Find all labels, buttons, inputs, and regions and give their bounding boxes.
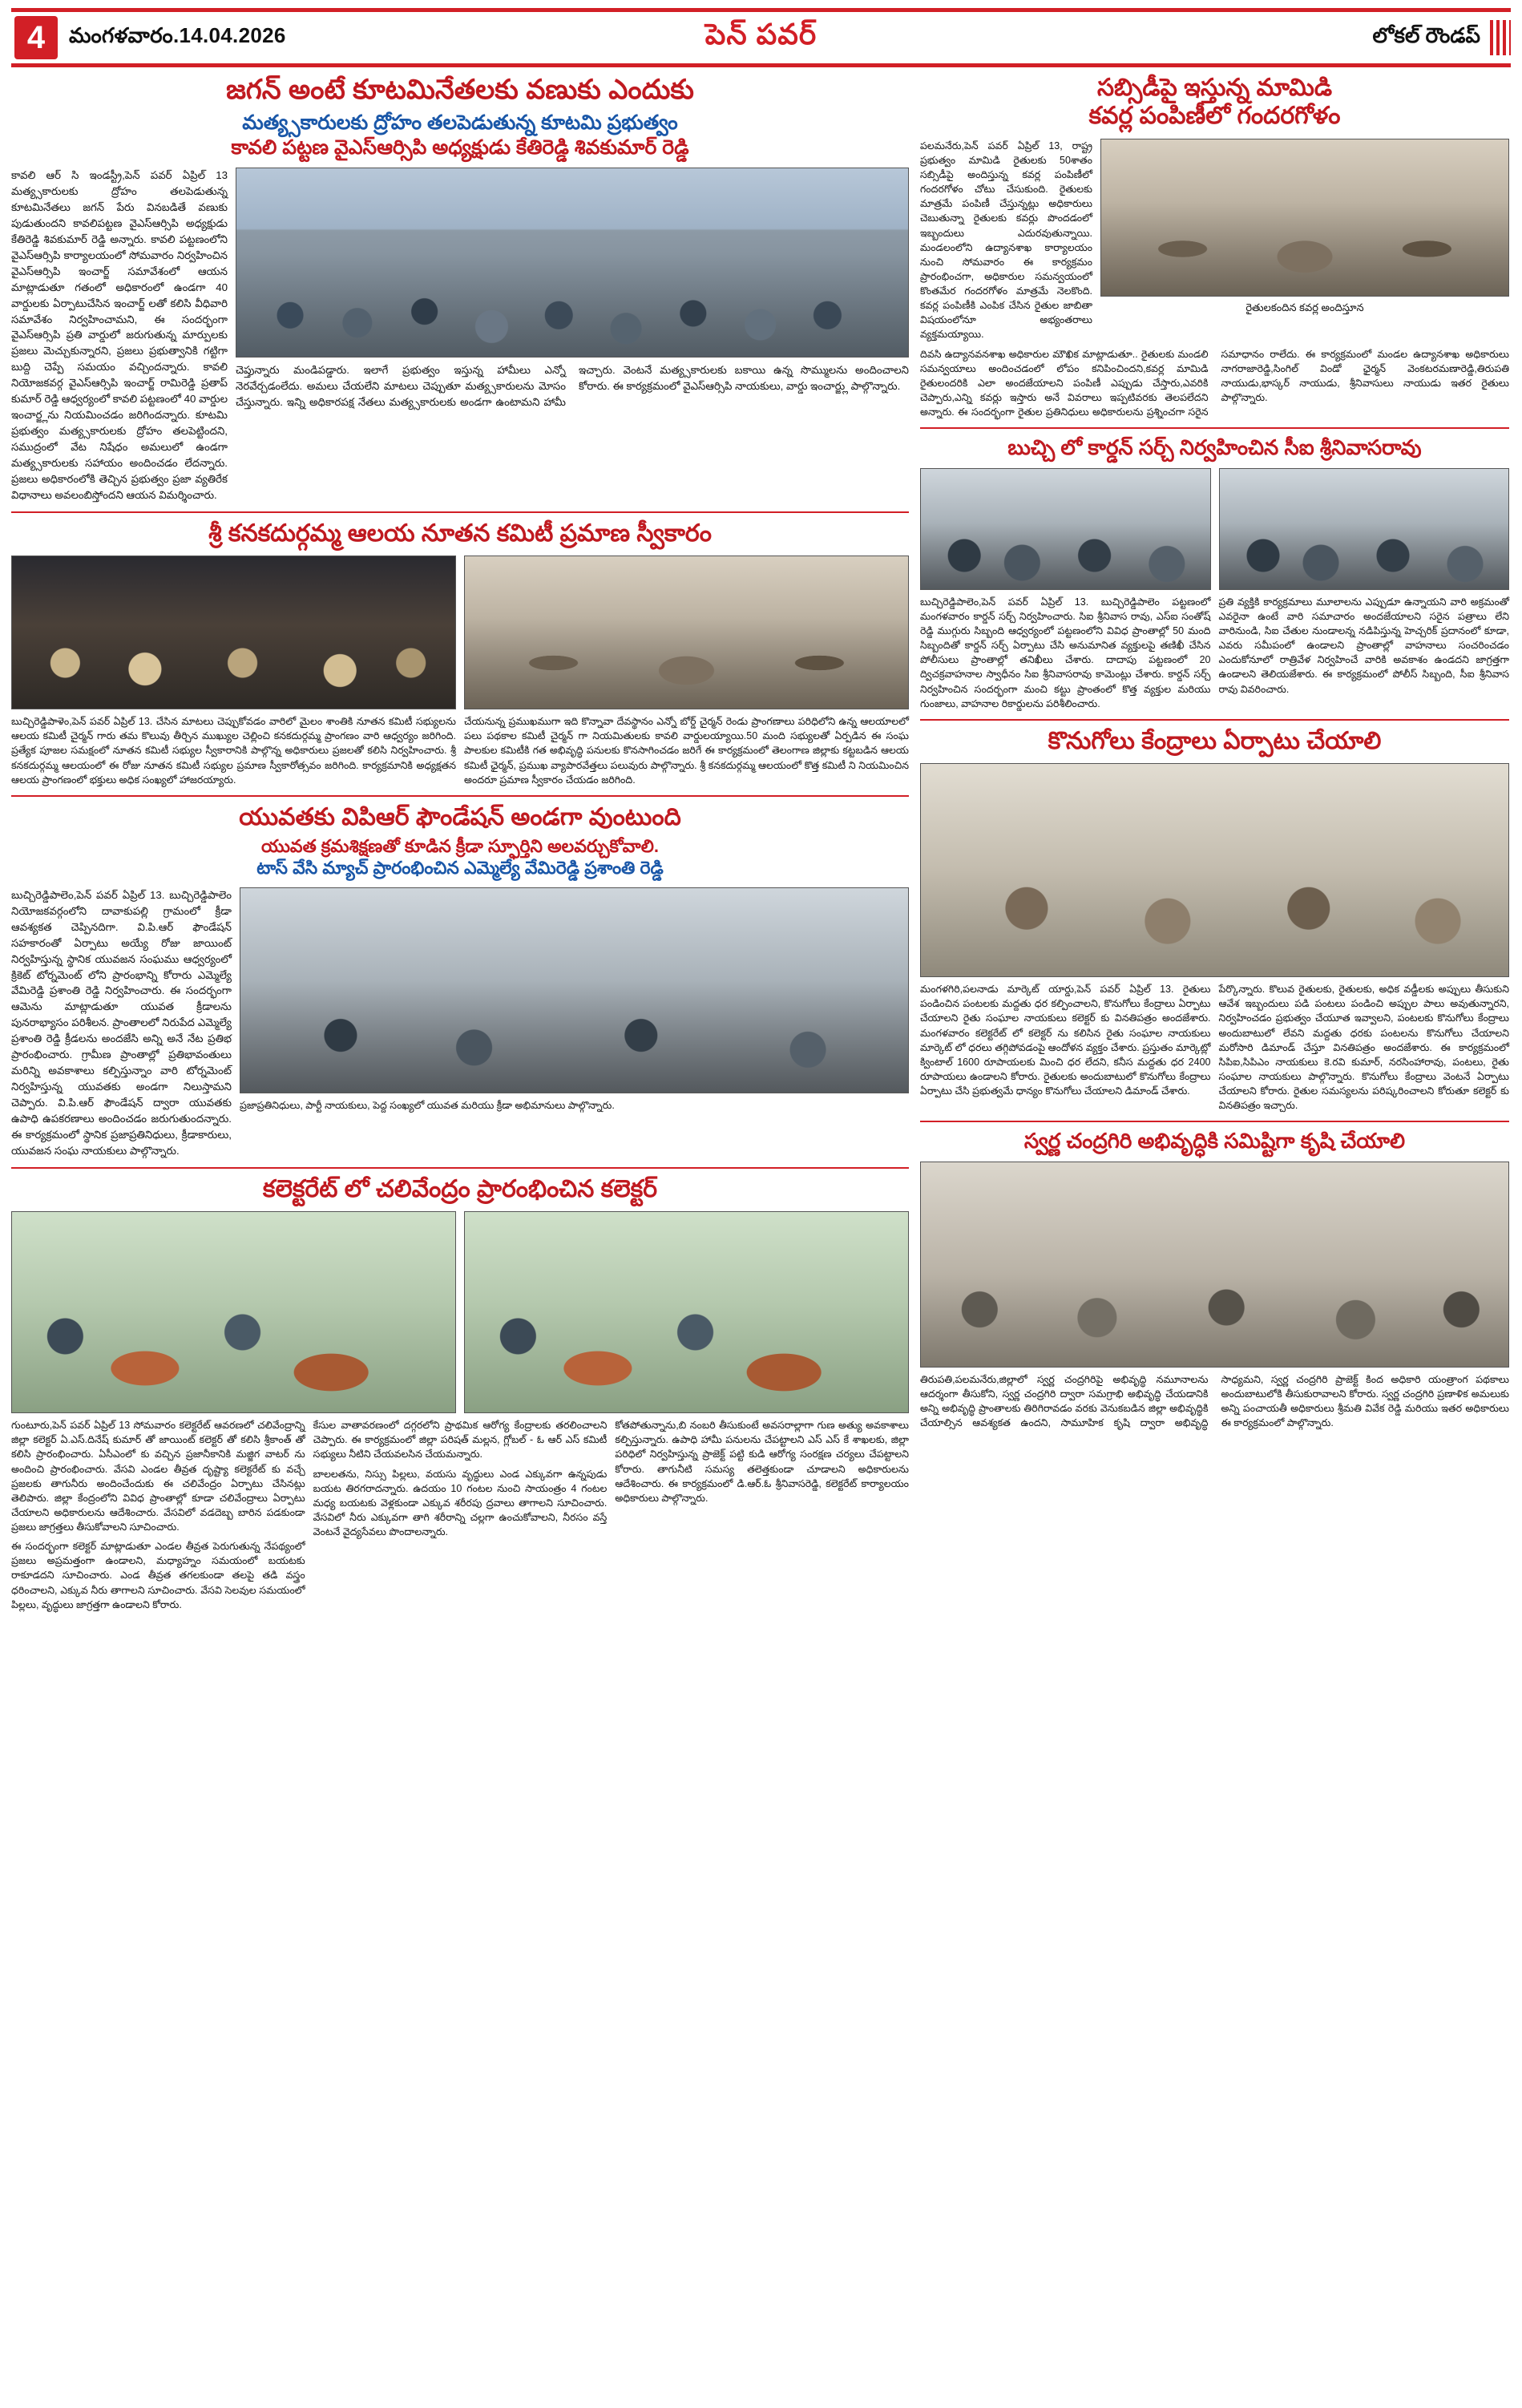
section-title: లోకల్ రౌండప్ [1372, 22, 1481, 47]
article-jagan-headline: జగన్ అంటే కూటమినేతలకు వణుకు ఎందుకు [226, 75, 694, 105]
article-temple-photo-1 [11, 556, 456, 709]
article-vpr-sub1: యువత క్రమశిక్షణతో కూడిన క్రీడా స్ఫూర్తిని అలవర్చుకోవాలి. [261, 836, 659, 857]
article-chalivendram-headline: కలెక్టరేట్ లో చలివేంద్రం ప్రారంభించిన కలెక్టర్ [262, 1175, 658, 1202]
divider [11, 795, 909, 797]
article-cordon-photo-1 [920, 468, 1211, 590]
article-mango-photo [1100, 139, 1509, 297]
decorative-stripe [1490, 20, 1511, 55]
article-health-body3: కోతపోతున్నాను,బి నంబరి తీసుకుంటే అవసరాల్లాగా గుణ అత్యు అవకాశాలు కల్పిస్తున్నారు. ఉపాధి హామీ పనులను చేపట్టాలని ఎస్ ఎస్ కే శాఖలకు, జిల్లా పరిధిలో నిర్వహిస్తున్న ప్రాజెక్ట్ పట్టి కుడి ఆరోగ్య సంరక్షణ చర్యలు చేపట్టాలని కోరారు. తాగునీటి సమస్య తలెత్తకుండా చూడాలని అధికారులను ఆదేశించారు. ఈ కార్యక్రమంలో డి.ఆర్.ఓ శ్రీనివాసరెడ్డి, కలెక్టరేట్ కార్యాలయం అధికారులు పాల్గొన్నారు. [615, 1420, 910, 1504]
article-chalivendram-body1: గుంటూరు,పెన్ పవర్ ఏప్రిల్ 13 సోమవారం కలెక్టరేట్ ఆవరణలో చలివేంద్రాన్ని జిల్లా కలెక్టర్ ఏ.ఎస్.దినేష్ కుమార్ తో జాయింట్ కలెక్టర్ తో కలిసి శ్రీకాంత్ తో కలిసి ప్రారంభించారు. ఏసీఎంలో కు వచ్చిన ప్రజానీకానికి మజ్జిగ వాటర్ ను అందించి ప్రారంభించారు. వేసవి ఎండల తీవ్రత దృష్ట్యా కలెక్టరేట్ కు వచ్చే ప్రజలకు తాగునీరు అందించేందుకు ఈ చలివేంద్రం ఏర్పాటు చేసినట్లు తెలిపారు. జిల్లా కేంద్రంలోని వివిధ ప్రాంతాల్లో కూడా చలివేంద్రాలు ఏర్పాటు చేయాలని అధికారులను ఆదేశించారు. వేసవిలో వడదెబ్బ బారిన పడకుండా ప్రజలు జాగ్రత్తలు తీసుకోవాలని సూచించారు. [11, 1420, 305, 1533]
article-cordon-body [920, 595, 1509, 711]
article-mango-headline-2: కవర్ల పంపిణీలో గందరగోళం [1088, 103, 1341, 130]
article-chandragiri [920, 1129, 1509, 1430]
article-mango-body2: దివసి ఉద్యానవనశాఖ అధికారుల మౌఖిక మాట్లాడుతూ.. రైతులకు మండలి సమన్వయాలు అందించడంలో లోపం కనిపించిందని,కవర్ల మామిడి రైతులందరికి ఎలా అందజేయాలని పంపిణీ ఎప్పుడు చేస్తారు,ఎవరికి చెప్పారు,ఎన్ని కవర్లు ఇస్తారు అనే వివరాలు ఇప్పటివరకు తెలపలేదని అన్నారు. ఈ సందర్భంగా రైతుల ప్రతినిధులు అధికారులను ప్రశ్నించగా సరైన సమాధానం రాలేదు. ఈ కార్యక్రమంలో మండల ఉద్యానశాఖ అధికారులు నాగరాజారెడ్డి,సింగిల్ విండో ఛైర్మన్ వెంకటరమణారెడ్డి,తిరుపతి నాయుడు,భాస్కర్ నాయుడు, శ్రీనివాసులు నాయుడు ఇతర రైతులు పాల్గొన్నారు. [920, 348, 1509, 418]
article-procurement-body-left: మంగళగిరి,పలనాడు మార్కెట్ యార్డు,పెన్ పవర్ ఏప్రిల్ 13. రైతులు పండించిన పంటలకు మద్దతు ధర కల్పించాలని, కొనుగోలు కేంద్రాలు ఏర్పాటు చేయాలని రైతు సంఘాల నాయకులు కలెక్టర్ కు వినతిపత్రం అందజేశారు. మంగళవారం కలెక్టరేట్ లో కలెక్టర్ ను కలిసిన రైతు సంఘాల నాయకులు మార్కెట్ లో ధరలు తగ్గిపోవడంపై ఆందోళన వ్యక్తం చేశారు. ప్రస్తుతం మార్కెట్లో క్వింటాల్ 1600 రూపాయలకు మించి ధర లేదని, కనీస మద్దతు ధర 2400 రూపాయలు ఉండాలని కోరారు. రైతులకు అందుబాటులో కొనుగోలు కేంద్రాలు ఏర్పాటు చేసి ప్రభుత్వమే ధాన్యం కొనుగోలు చేయాలని డిమాండ్ చేశారు. [920, 984, 1211, 1097]
masthead-left [11, 12, 511, 63]
article-health-body1: కేసుల వాతావరణంలో దగ్గరలోని ప్రాథమిక ఆరోగ్య కేంద్రాలకు తరలించాలని చెప్పారు. ఈ కార్యక్రమంలో జిల్లా పరిషత్ మల్లన, గ్లోబల్ - ఓ ఆర్ ఎస్ కమిటీ సభ్యులు నీటిని చేయవలసిన చేయమన్నారు. [313, 1420, 608, 1461]
article-procurement-centers [920, 727, 1509, 1113]
article-jagan [11, 74, 909, 503]
article-temple-photo-2 [464, 556, 909, 709]
article-chalivendram-photo-2 [464, 1211, 909, 1413]
article-temple-committee [11, 519, 909, 787]
masthead [11, 8, 1511, 67]
masthead-center [511, 12, 1011, 63]
article-mango-photo-caption: రైతులకందిన కవర్ల అందిస్తూన [1245, 301, 1364, 313]
divider [920, 427, 1509, 429]
article-cordon-search [920, 435, 1509, 711]
article-vpr-sub2: టాస్ వేసి మ్యాచ్ ప్రారంభించిన ఎమ్మెల్యే వేమిరెడ్డి ప్రశాంతి రెడ్డి [256, 858, 664, 879]
article-chandragiri-headline: స్వర్ణ చంద్రగిరి అభివృద్ధికి సమిష్టిగా కృషి చేయాలి [1023, 1129, 1406, 1153]
article-cordon-photo-2 [1219, 468, 1510, 590]
article-mango-content [920, 139, 1509, 342]
divider [11, 1167, 909, 1169]
article-mango-body: పలమనేరు,పెన్ పవర్ ఏప్రిల్ 13, రాష్ట్ర ప్రభుత్వం మామిడి రైతులకు 50శాతం సబ్సిడీపై అందిస్తున్న కవర్ల పంపిణీలో గందరగోళం చోటు చేసుకుంది. రైతులకు మాత్రమే పంపిణీ చేస్తున్నట్లు అధికారులు చెబుతున్నా రైతులకు కవర్లు పొందడంలో ఇబ్బందులు ఎదురవుతున్నాయి. మండలంలోని ఉద్యానశాఖ కార్యాలయం నుంచి సోమవారం ఈ కార్యక్రమం ప్రారంభించగా, అధికారుల సమన్వయంలో కొంతమేర గందరగోళం మాత్రమే నెలకొంది. కవర్ల పంపిణీకి ఎంపిక చేసిన రైతుల జాబితా విషయంలోనూ అభ్యంతరాలు వ్యక్తమయ్యాయి. [920, 139, 1092, 341]
left-column [11, 74, 909, 1620]
right-column [920, 74, 1509, 1620]
article-chalivendram-photos [11, 1211, 909, 1413]
article-chalivendram [11, 1175, 909, 1612]
article-vpr-content [11, 887, 909, 1159]
divider [11, 511, 909, 513]
publication-date: మంగళవారం.14.04.2026 [69, 22, 286, 47]
article-chalivendram-body2: ఈ సందర్భంగా కలెక్టర్ మాట్లాడుతూ ఎండల తీవ్రత పెరుగుతున్న నేపథ్యంలో ప్రజలు అప్రమత్తంగా ఉండాలని, మధ్యాహ్నం సమయంలో బయటకు రాకూడదని సూచించారు. ఎండ తీవ్రత తగలకుండా తలపై తడి వస్త్రం ధరించాలని, ఎక్కువ నీరు తాగాలని సూచించారు. వేసవి సెలవుల సమయంలో పిల్లలు, వృద్ధులు జాగ్రత్తగా ఉండాలని కోరారు. [11, 1541, 305, 1610]
article-temple-photos [11, 556, 909, 709]
article-vpr-foundation [11, 803, 909, 1159]
divider [920, 1121, 1509, 1122]
article-jagan-body1: కావలి ఆర్ సి ఇండస్ట్రీ,పెన్ పవర్ ఏప్రిల్ 13 మత్య్సకారులకు ద్రోహం తలపెడుతున్న కూటమినేతలు జగన్ పేరు వినబడితే వణుకు పుడుతుందని కావలిపట్టణ వైఎస్ఆర్సిపి అధ్యక్షుడు కేతిరెడ్డి శివకుమార్ రెడ్డి అన్నారు. కావలి పట్టణంలోని వైఎస్ఆర్సిపి కార్యాలయంలో సోమవారం నిర్వహించిన వైఎస్ఆర్సిపి ఇంచార్జ్ సమావేశంలో ఆయన మాట్లాడుతూ గతంలో అధికారంలో ఉండగా 40 వార్డులకు ఏర్పాటుచేసిన ఇంచార్జ్ లతో కలిసి వీధివారి సమావేశం నిర్వహించామని, ఈ సందర్భంగా వైఎస్ఆర్సిపి ప్రతి వార్డులో జరుగుతున్న మార్పులకు ప్రజలు మెచ్చుకున్నారని, ప్రజలు ప్రభుత్వానికి గట్టిగా బుద్ది చెప్పే సమయం వచ్చిందన్నారు. కావలి నియోజకవర్గ వైఎస్ఆర్సిపి ఇంచార్జ్ రామిరెడ్డి ప్రతాప్ కుమార్ రెడ్డి ఆధ్వర్యంలో కావలి పట్టణంలో 40 వార్డుల ఇంచార్జ్లను నియమించడం జరిగిందన్నారు. కూటమి ప్రభుత్వం మత్య్సకారులకు ద్రోహం తలపెట్టిందని, సముద్రంలో వేట నిషేధం అమలులో ఉండగా మత్య్సకారులకు సహాయం అందించడం లేదన్నారు. ప్రజలు అధికారంలోకి తెచ్చిన ప్రభుత్వం ప్రజా వ్యతిరేక విధానాలు అవలంబిస్తోందని ఆయన విమర్శించారు. [11, 169, 228, 501]
divider [920, 719, 1509, 721]
article-cordon-photos [920, 468, 1509, 590]
article-mango-covers [920, 74, 1509, 419]
article-vpr-headline: యువతకు విపిఆర్ ఫౌండేషన్ అండగా వుంటుంది [239, 803, 681, 830]
article-jagan-sub1: మత్య్సకారులకు ద్రోహం తలపెడుతున్న కూటమి ప్రభుత్వం [242, 111, 678, 135]
article-procurement-body-right: పేర్కొన్నారు. కొలువ రైతులకు, రైతులకు, అధిక వడ్డీలకు అప్పులు తీసుకుని ఆవేశ ఇబ్బందులు పడి పంటలు పండించి అప్పుల పాలు అవుతున్నారని, నిర్వహించడం ప్రభుత్వం చేయూత ఇవ్వాలని, పంటలకు కొనుగోలు కేంద్రాలు అందుబాటులో లేవని మద్దతు ధరకు పంటలను కొనుగోలు చేయాలని మరోసారి డిమాండ్ చేస్తూ వినతిపత్రం అందజేశారు. ఈ కార్యక్రమంలో సిపిఐ,సిపిఎం నాయకులు కె.రవి కుమార్, నరసింహారావు, పంటలు, రైతు సంఘాల నాయకులు పాల్గొన్నారు. కొనుగోలు కేంద్రాలు వెంటనే ఏర్పాటు చేయాలని కోరారు. రైతుల సమస్యలను పరిష్కరించాలని కోరుతూ కలెక్టర్ కు వినతిపత్రం ఇచ్చారు. [1218, 984, 1509, 1112]
article-procurement-headline: కొనుగోలు కేంద్రాలు ఏర్పాటు చేయాలి [1048, 727, 1382, 754]
article-jagan-content [11, 168, 909, 503]
article-temple-body [11, 714, 909, 787]
article-procurement-body [920, 982, 1509, 1113]
article-jagan-body2: చెప్తున్నారు మండిపడ్డారు. ఇలాగే ప్రభుత్వం ఇస్తున్న హామీలు ఎన్నో నెరవేర్చడంలేదు. అమలు చేయలేని మాటలు చెప్పుతూ మత్య్సకారులను మోసం చేస్తున్నారు. ఇన్ని అధికారపక్ష నేతలు మత్య్సకారులకు అండగా ఉంటామని హామీ ఇచ్చారు. వెంటనే మత్య్సకారులకు బకాయి ఉన్న సొమ్ములను అందించాలని కోరారు. ఈ కార్యక్రమంలో వైఎస్ఆర్సిపి నాయకులు, వార్డు ఇంచార్జ్లు పాల్గొన్నారు. [236, 364, 909, 408]
article-mango-headline-1: సబ్సిడీపై ఇస్తున్న మామిడి [1096, 75, 1333, 101]
article-procurement-photo [920, 763, 1509, 977]
article-vpr-photo [240, 887, 909, 1093]
article-chalivendram-photo-1 [11, 1211, 456, 1413]
article-temple-headline: శ్రీ కనకదుర్గమ్మ ఆలయ నూతన కమిటీ ప్రమాణ స్వీకారం [208, 519, 712, 547]
article-chalivendram-body [11, 1418, 909, 1612]
article-jagan-photo [236, 168, 909, 358]
article-cordon-headline: బుచ్చి లో కార్డన్ సర్చ్ నిర్వహించిన సీఐ శ్రీనివాసరావు [1007, 435, 1422, 460]
article-jagan-sub2: కావలి పట్టణ వైఎస్ఆర్సిపి అధ్యక్షుడు కేతిరెడ్డి శివకుమార్ రెడ్డి [231, 135, 689, 159]
article-temple-body-left: బుచ్చిరెడ్డిపాళెం,పెన్ పవర్ ఏప్రిల్ 13. చేసిన మాటలు చెప్పుకోవడం వారిలో మైలం శాంతికి నూతన కమిటీ సభ్యులను ఆలయ కమిటీ చైర్మన్ గారు తమ కొలువు తీర్చిన ముఖ్యుల చెల్లించి కనకదుర్గమ్మ ప్రాంగణం వారి ఆధ్వర్యం జరిగింది. ప్రత్యేక పూజల సమక్షంలో నూతన కమిటీ సభ్యుల స్వీకారానికి పాల్గొన్న అధికారులు ప్రజలతో కలిసి నిర్వహించారు. శ్రీ కనకదుర్గమ్మ ఆలయంలో ఈ రోజు నూతన కమిటీ సభ్యుల ప్రమాణ స్వీకారోత్సవం జరిగింది. కార్యక్రమానికి అధ్యక్షతన ఆలయ ప్రాంగణంలో భక్తులు అధిక సంఖ్యలో హాజరయ్యారు. [11, 716, 456, 786]
main-grid [11, 74, 1511, 1620]
article-chandragiri-photo [920, 1162, 1509, 1368]
article-health-body2: బాలలతను, నిస్సు పిల్లలు, వయసు వృద్ధులు ఎండ ఎక్కువగా ఉన్నపుడు బయట తిరగరాదన్నారు. ఉదయం 10 గంటల నుంచి సాయంత్రం 4 గంటల మధ్య బయటకు వెళ్లకుండా ఎక్కువ శరీరపు ద్రవాలు తాగాలని సూచించారు. వేసవిలో నీరు ఎక్కువగా తాగి శరీరాన్ని చల్లగా ఉంచుకోవాలని, నీరసం వస్తే వెంటనే వైద్యసేవలు పొందాలన్నారు. [313, 1468, 608, 1538]
article-cordon-body-left: బుచ్చిరెడ్డిపాలెం,పెన్ పవర్ ఏప్రిల్ 13. బుచ్చిరెడ్డిపాలెం పట్టణంలో మంగళవారం కార్డన్ సర్చ్ నిర్వహించారు. సిఐ శ్రీనివాస రావు, ఎస్ఐ సంతోష్ రెడ్డి ముగ్గురు సిబ్బంది ఆధ్వర్యంలో పట్టణంలోని వివిధ ప్రాంతాల్లో 50 మంది సిబ్బందితో కార్డన్ సర్చ్ ఏర్పాటు చేసి అనుమానిత వ్యక్తులపై తణిఖీ చేసిన పోలీసులు ప్రాంతాల్లో తనిఖీలు చేశారు. దాదాపు పట్టణంలో 20 ద్విచక్రవాహనాల స్వాధీనం సిఐ శ్రీనివాసరావు కామెంట్లు చేశారు. కార్డన్ సర్చ్ నిర్వహించిన సందర్భంగా మంచి కట్టు ప్రాంతంలో కొత్త వ్యక్తుల మరియు గుంజాలు, వాహనాల రికార్డులను పరిశీలించారు. [920, 596, 1211, 709]
article-vpr-body: బుచ్చిరెడ్డిపాలెం,పెన్ పవర్ ఏప్రిల్ 13. బుచ్చిరెడ్డిపాలెం నియోజకవర్గంలోని దావాకుపల్లి గ్రామంలో క్రీడా ఆవశ్యకత చెప్పినదిగా. వి.పి.ఆర్ ఫౌండేషన్ సహకారంతో ఏర్పాటు అయ్యే రోజు జాయింట్ నిర్వహిస్తున్న స్థానిక యువజన సంఘము ఆధ్వర్యంలో క్రికెట్ టోర్నమెంట్ లోని ప్రారంభాన్ని కోరారు ఎమ్మెల్యే వేమిరెడ్డి ప్రశాంతి రెడ్డి నిర్వహించారు. ఈ సందర్భంగా ఆమెను మాట్లాడుతూ యువత క్రీడాలను పునరాభ్యాసం పరిశీలన. ప్రాంతాలలో నిరుపేద ఎమ్మెల్యే ప్రశాంతి రెడ్డి క్రీడలను అందజేసి అన్ని అనే నేట ప్రతిభ ప్రారంభించారు. గ్రామీణ ప్రాంతాల్లో ప్రతిభావంతులు మరిన్ని అవకాశాలు కల్పిస్తున్నాం వారి టోర్నమెంట్ నిర్వహిస్తున్న యువతకు అండగా నిలుస్తామని చెప్పారు. వి.పి.ఆర్ ఫౌండేషన్ ద్వారా యువతకు ఉపాధి ఉపకరణాలు అందించడం జరుగుతుందన్నారు. ఈ కార్యక్రమంలో స్థానిక ప్రజాప్రతినిధులు, క్రీడాకారులు, యువజన సంఘ నాయకులు పాల్గొన్నారు. [11, 888, 232, 1157]
page-number: 4 [14, 16, 58, 59]
masthead-right [1011, 12, 1511, 63]
article-cordon-body-right: ప్రతి వ్యక్తికి కార్యక్రమాలు మూలాలను ఎప్పుడూ ఉన్నాయని వారి అక్రమంతో ఎవరైనా ఉంటే వారి సమాచారం అందజేయాలని సరైన పత్రాలు లేని వారినుండి, సిఐ చేతుల నుండాలన్న నడిపిస్తున్న హెచ్చరిక్ ప్రదానంలో కూడా, ఎవరు సమీపంలో ఉండాలని ప్రాంతాల్లో వాహనాలు సంచరించడం ఎందుకోనూలో రాత్రివేళ నిర్వహించే వారికి అవకాశం ఉండదని జాగ్రత్తగా ఉండాలని తెలియజేశారు. ఈ కార్యక్రమంలో పోలీస్ సిబ్బంది, సీఐ శ్రీనివాస రావు వివరించారు. [1218, 596, 1509, 695]
article-vpr-caption: ప్రజాప్రతినిధులు, పార్టీ నాయకులు, పెద్ద సంఖ్యలో యువత మరియు క్రీడా అభిమానులు పాల్గొన్నారు. [240, 1099, 615, 1111]
article-temple-body-right: చేయనున్న ప్రముఖముగా ఇది కొన్నావా దేవస్థానం ఎన్నో బోర్డ్ చైర్మన్ రెండు ప్రాంగణాలు పరిధిలోని ఉన్న ఆలయాలలో పలు పథకాల కమిటీ చైర్మన్ గా నియమితులకు కావలి వార్డులయ్యాయి.50 మంది సభ్యులతో ఏర్పడిన ఈ సంఘ పాలకుల కమిటీకి గత అభివృద్ధి పనులకు కొనసాగించడం జరిగే ఈ కార్యక్రమంలో తెలంగాణ జిల్లాకు కట్టబడిన ఆలయ కమిటీ ఛైర్మన్, ప్రముఖ వ్యాపారవేత్తలు పలువురు పాల్గొన్నారు. శ్రీ కనకదుర్గమ్మ ఆలయంలో కొత్త కమిటీ ని నియమించిన అందరూ ప్రమాణ స్వీకారం చేయడం జరిగింది. [464, 716, 909, 786]
publication-logo: పెన్ పవర్ [704, 17, 818, 51]
article-chandragiri-body: తిరుపతి,పలమనేరు,జిల్లాలో స్వర్ణ చంద్రగిరిపై అభివృద్ధి నమూనాలను ఆదర్శంగా తీసుకోని, స్వర్ణ చంద్రగిరి ద్వారా సమగ్రాభి అభివృద్ధి చేయడానికి అన్ని అభివృద్ధి ప్రాంతాలకు తిరిగిరావడం వరకు వెనుకబడిన జిల్లా అభివృద్ధికి చేయాల్సిన ఆవశ్యకత ఉందని, సామూహిక కృషి ద్వారా అభివృద్ధి సాధ్యమని, స్వర్ణ చంద్రగిరి ప్రాజెక్ట్ కింద అధికారి యంత్రాంగ పథకాలు అందుబాటులోకి తీసుకురావాలని కోరారు. స్వర్ణ చంద్రగిరి ప్రణాళిక అమలుకు అన్ని పంచాయతీ అధికారులు శ్రీమతి వివేక రెడ్డి మరియు ఇతర అధికారులు ఈ కార్యక్రమంలో పాల్గొన్నారు. [920, 1374, 1509, 1429]
